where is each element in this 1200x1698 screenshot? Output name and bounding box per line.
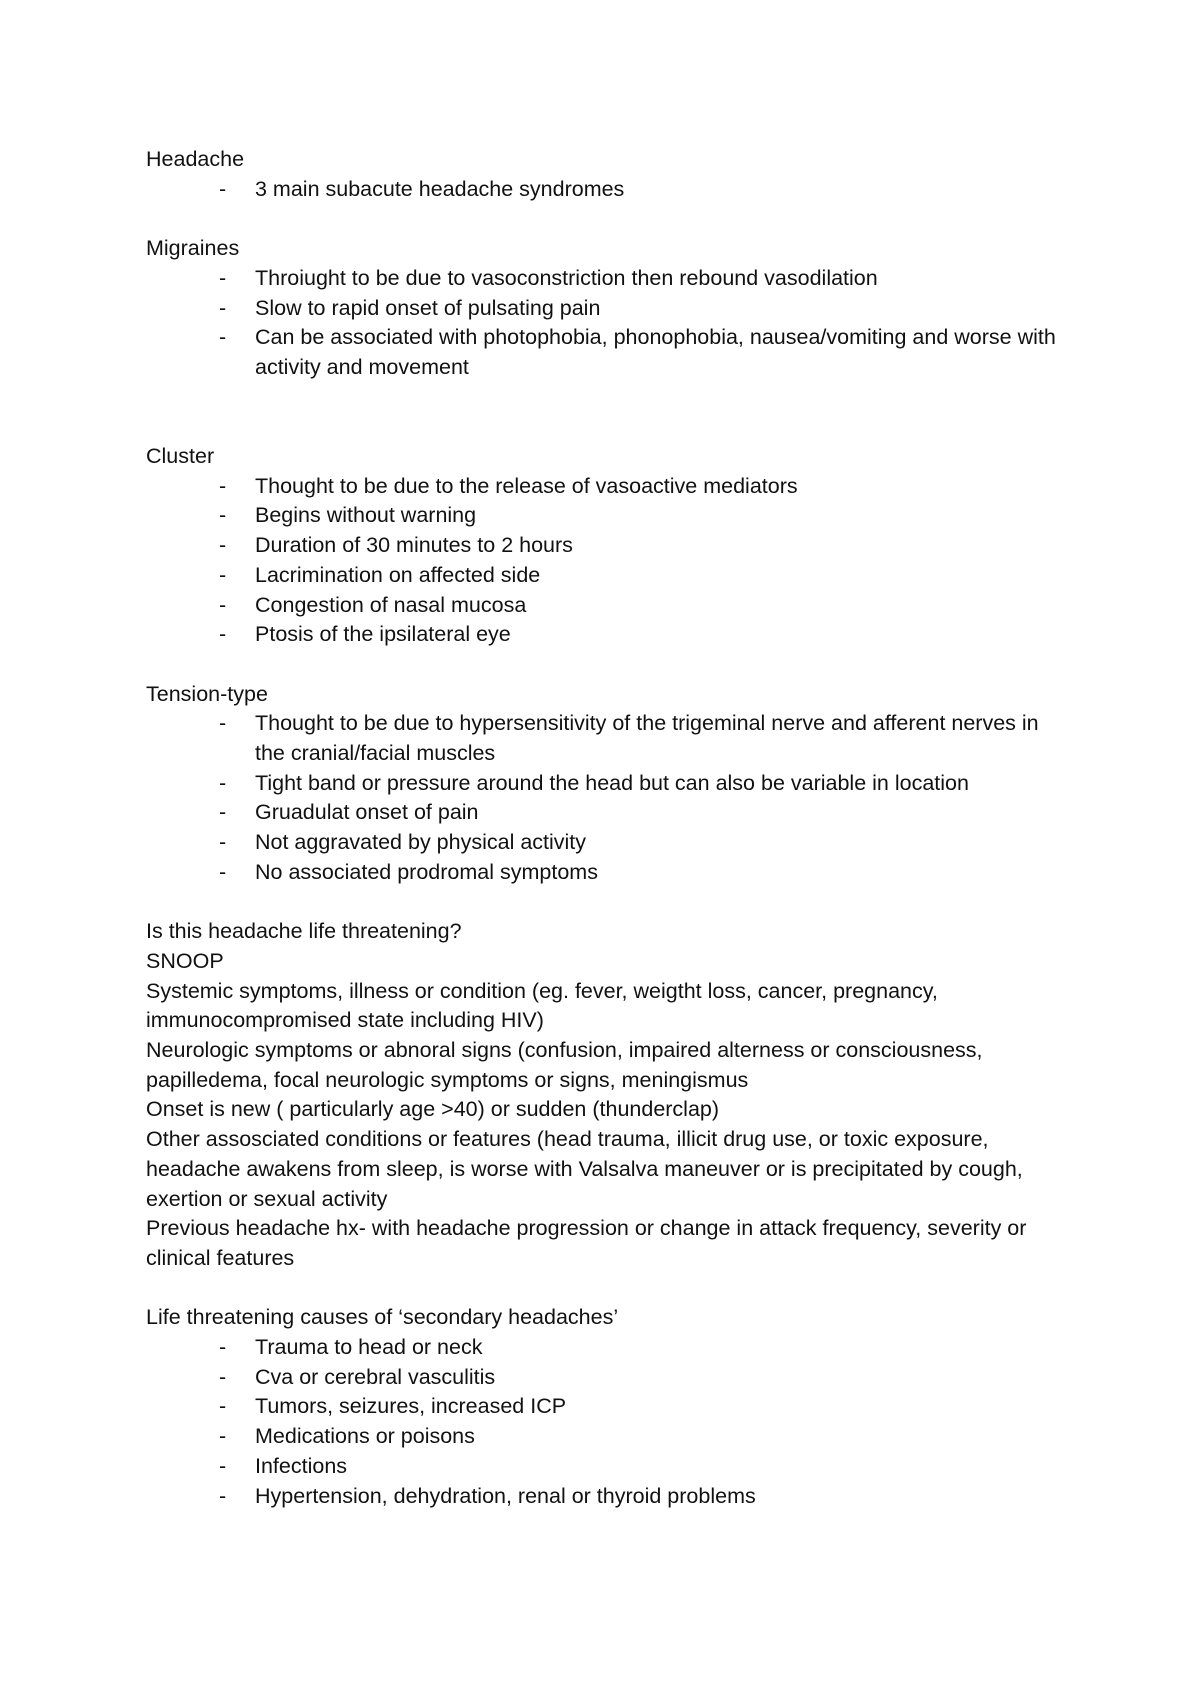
list-item: - Ptosis of the ipsilateral eye [146, 620, 1066, 650]
bullet-dash: - [219, 325, 227, 350]
list-item: - No associated prodromal symptoms [146, 858, 1066, 888]
bullet-dash: - [219, 176, 227, 201]
tension-list [146, 709, 1066, 887]
document-page [146, 145, 1066, 1511]
snoop-line: Other assosciated conditions or features (head trauma, illicit drug use, or toxic exposure, headache awakens from sleep, is worse with Valsalva maneuver or is precipitated by cough, exertion or sexual activity [146, 1127, 1023, 1211]
list-item: - Thought to be due to hypersensitivity of the trigeminal nerve and afferent nerves in the cranial/facial muscles [219, 711, 1039, 766]
bullet-dash: - [219, 711, 227, 736]
list-item: - Tight band or pressure around the head but can also be variable in location [146, 769, 1066, 799]
bullet-dash: - [219, 859, 227, 884]
bullet-dash: - [219, 265, 227, 290]
snoop-question: Is this headache life threatening? [146, 919, 462, 944]
bullet-dash: - [219, 830, 227, 855]
list-item: - Not aggravated by physical activity [146, 828, 1066, 858]
bullet-dash: - [219, 622, 227, 647]
snoop-line: Previous headache hx- with headache progression or change in attack frequency, severity or clinical features [146, 1216, 1027, 1270]
headache-list [146, 175, 1066, 205]
list-item: - Can be associated with photophobia, phonophobia, nausea/vomiting and worse with activity and movement [219, 325, 1056, 379]
bullet-dash: - [219, 295, 227, 320]
list-item: - Congestion of nasal mucosa [146, 591, 1066, 621]
list-item: - Medications or poisons [146, 1422, 1066, 1452]
list-item: - Throiught to be due to vasoconstriction then rebound vasodilation [146, 264, 1066, 294]
secondary-list [146, 1333, 1066, 1511]
bullet-dash: - [219, 1483, 227, 1508]
list-item: - Cva or cerebral vasculitis [146, 1363, 1066, 1393]
section-title-tension-type: Tension-type [146, 681, 268, 706]
snoop-line: Onset is new ( particularly age >40) or sudden (thunderclap) [146, 1097, 720, 1122]
bullet-dash: - [219, 592, 227, 617]
snoop-acronym: SNOOP [146, 948, 224, 973]
list-item: - Slow to rapid onset of pulsating pain [146, 294, 1066, 324]
list-item: - Tumors, seizures, increased ICP [146, 1392, 1066, 1422]
list-item: - Begins without warning [146, 501, 1066, 531]
list-item: - 3 main subacute headache syndromes [146, 175, 1066, 205]
bullet-dash: - [219, 800, 227, 825]
bullet-dash: - [219, 503, 227, 528]
list-item: - Duration of 30 minutes to 2 hours [146, 531, 1066, 561]
section-title-cluster: Cluster [146, 444, 215, 468]
list-item: - Thought to be due to the release of vasoactive mediators [146, 472, 1066, 502]
list-item: - Hypertension, dehydration, renal or thyroid problems [146, 1482, 1066, 1512]
bullet-dash: - [219, 1424, 227, 1449]
list-item: - Gruadulat onset of pain [146, 798, 1066, 828]
migraines-list [146, 264, 1066, 383]
snoop-line: Systemic symptoms, illness or condition (eg. fever, weigtht loss, cancer, pregnancy, immunocompromised state including HIV) [146, 978, 938, 1033]
section-title-headache: Headache [146, 147, 245, 171]
section-title-secondary-headaches: Life threatening causes of ‘secondary headaches’ [146, 1305, 619, 1330]
bullet-dash: - [219, 770, 227, 795]
snoop-line: Neurologic symptoms or abnoral signs (confusion, impaired alterness or consciousness, papilledema, focal neurologic symptoms or signs, meningismus [146, 1038, 983, 1092]
list-item: - Lacrimination on affected side [146, 561, 1066, 591]
section-title-migraines: Migraines [146, 236, 240, 261]
bullet-dash: - [219, 1335, 227, 1360]
bullet-dash: - [219, 533, 227, 558]
bullet-dash: - [219, 562, 227, 587]
bullet-dash: - [219, 473, 227, 498]
list-item: - Trauma to head or neck [146, 1333, 1066, 1363]
list-item: - Infections [146, 1452, 1066, 1482]
cluster-list [146, 472, 1066, 650]
bullet-dash: - [219, 1364, 227, 1389]
bullet-dash: - [219, 1453, 227, 1478]
bullet-dash: - [219, 1394, 227, 1419]
